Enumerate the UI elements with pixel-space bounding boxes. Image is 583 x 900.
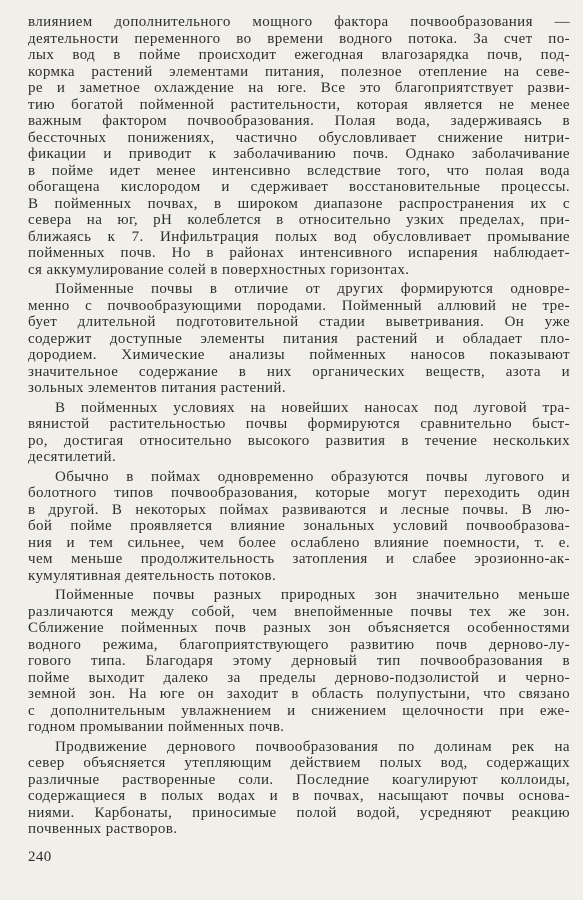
text-line: вянистой растительностью почвы формируются сравнительно быст-	[28, 416, 570, 432]
text-line: Пойменные почвы в отличие от других формируются одновре-	[55, 281, 570, 297]
text-line: ро, достигая относительно высокого развития в течение нескольких	[28, 432, 570, 449]
text-line: почвенных растворов.	[28, 821, 178, 837]
text-line: ниями. Карбонаты, приносимые полой водой, усредняют реакцию	[28, 804, 570, 821]
text-line: десятилетий.	[28, 449, 117, 465]
text-line: в другой. В некоторых поймах развиваются и лесные почвы. В лю-	[28, 501, 570, 518]
text-line: ся аккумулирование солей в поверхностных горизонтах.	[28, 261, 410, 278]
page-number: 240	[28, 849, 52, 865]
paragraph	[28, 587, 570, 736]
text-line: болотного типов почвообразования, которые могут переходить один	[28, 485, 570, 501]
text-line: с дополнительным увлажнением и снижением щелочности при еже-	[28, 702, 570, 719]
text-line: влиянием дополнительного мощного фактора почвообразования —	[28, 14, 570, 30]
text-line: ближаясь к 7. Инфильтрация полых вод обусловливает промывание	[28, 228, 570, 245]
text-line: годном промывании пойменных почв.	[28, 719, 285, 735]
paragraph	[28, 469, 570, 585]
text-line: пойменных почв. Но в районах интенсивного испарения наблюдает-	[28, 245, 570, 261]
text-line: содержащиеся в полых водах и в почвах, насыщают почвы основа-	[28, 788, 570, 804]
text-line: фикации и приводит к заболачиванию почв. Однако заболачивание	[28, 146, 570, 162]
text-line: менно с почвообразующими породами. Пойменный аллювий не тре-	[28, 297, 570, 314]
text-line: важным фактором почвообразования. Полая вода, задерживаясь в	[28, 113, 570, 129]
text-line: обогащена кислородом и сдерживает восстановительные процессы.	[28, 179, 570, 195]
text-line: лых вод в пойме происходит ежегодная влагозарядка почв, под-	[28, 47, 570, 63]
text-line: гового типа. Благодаря этому дерновый тип почвообразования в	[28, 653, 570, 669]
text-line: тию богатой пойменной растительности, которая является не менее	[28, 96, 570, 113]
text-line: севера на юг, pH колеблется в относительно узких пределах, при-	[28, 212, 570, 228]
paragraph	[28, 739, 570, 838]
text-line: зольных элементов питания растений.	[28, 380, 287, 396]
text-line: чем меньше продолжительность затопления и слабее эрозионно-ак-	[28, 551, 570, 567]
text-line: бует длительной подготовительной стадии выветривания. Он уже	[28, 314, 570, 330]
text-line: дородием. Химические анализы пойменных наносов показывают	[28, 347, 570, 363]
text-line: пойме выходит далеко за пределы дерново-подзолистой и черно-	[28, 669, 570, 686]
text-line: в пойме идет менее интенсивно вследствие того, что полая вода	[28, 162, 570, 179]
text-line: Продвижение дернового почвообразования по долинам рек на	[55, 738, 570, 755]
text-line: ре и заметное охлаждение на юге. Все это благоприятствует разви-	[28, 80, 570, 96]
text-line: Обычно в поймах одновременно образуются почвы лугового и	[55, 468, 570, 485]
text-line: В пойменных почвах, в широком диапазоне распространения их с	[28, 195, 570, 212]
text-line: ния и тем сильнее, чем более ослаблено влияние поемности, т. е.	[28, 534, 570, 551]
text-line: кормка растений элементами питания, полезное отепление на севе-	[28, 63, 570, 80]
text-line: деятельности переменного во времени водного потока. За счет по-	[28, 30, 570, 47]
text-line: бой пойме проявляется влияние зональных условий почвообразова-	[28, 518, 570, 534]
text-line: В пойменных условиях на новейших наносах под луговой тра-	[55, 399, 570, 416]
text-line: Пойменные почвы разных природных зон значительно меньше	[55, 587, 570, 603]
page-text	[28, 14, 570, 838]
text-line: бессточных понижениях, частично обусловливает снижение нитри-	[28, 129, 570, 146]
text-line: значительное содержание в них органических веществ, азота и	[28, 363, 570, 380]
paragraph	[28, 281, 570, 397]
text-line: различные растворенные соли. Последние коагулируют коллоиды,	[28, 771, 570, 788]
text-line: содержит доступные элементы питания растений и обладает пло-	[28, 330, 570, 347]
text-line: кумулятивная деятельность потоков.	[28, 567, 277, 584]
paragraph	[28, 14, 570, 278]
text-line: север объясняется утепляющим действием полых вод, содержащих	[28, 755, 570, 771]
text-line: различаются между собой, чем внепойменные почвы тех же зон.	[28, 603, 570, 620]
paragraph	[28, 400, 570, 466]
text-line: водного режима, благоприятствующего развитию почв дерново-лу-	[28, 636, 570, 653]
text-line: земной зон. На юге он заходит в область полупустыни, что связано	[28, 686, 570, 702]
text-line: Сближение пойменных почв разных зон объясняется особенностями	[28, 620, 570, 636]
